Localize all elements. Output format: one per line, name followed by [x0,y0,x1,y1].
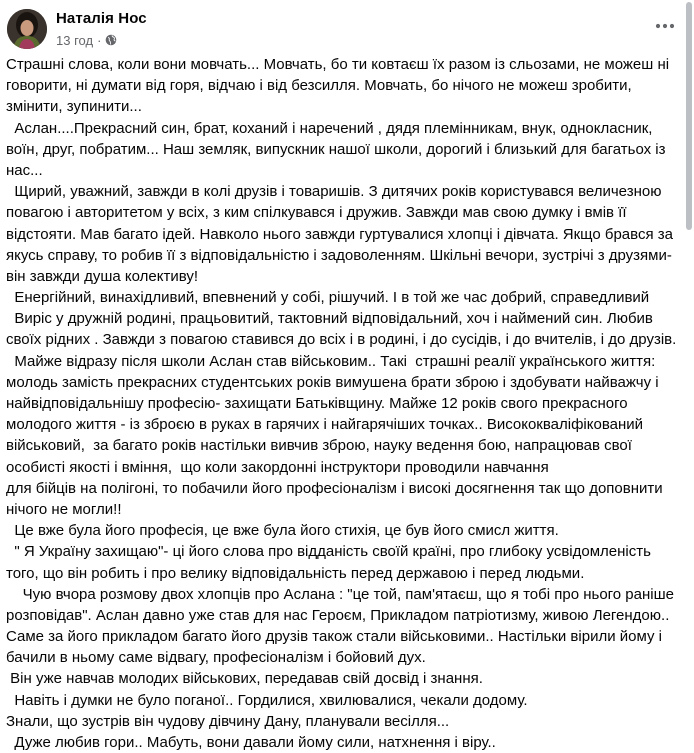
post-text-line: розповідав". Аслан давно уже став для нас Героєм, Прикладом патріотизму, живою Легендою.. [6,606,670,624]
post-text-line: найвідповідальнішу професію- захищати Батьківщину. Майже 12 років свого прекрасного [6,395,628,412]
post-text-line: Майже відразу після школи Аслан став військовим.. Такі страшні реалії українського життя: [6,352,656,370]
post-text-line: для бійців на полігоні, то побачили його професіоналізм і високі досягнення так що доповнити [6,479,663,497]
post-text-line: бачили в ньому саме відвагу, професіоналізм і бойовий дух. [6,649,426,667]
post-text-line: Виріс у дружній родині, працьовитий, тактовний відповідальний, хоч і наймений син. Любив [6,310,653,328]
author-name[interactable]: Наталія Нос [56,10,147,27]
post-text-line: молодь замість прекрасних студентських років вимушена брати зброю і здобувати найважчу і [6,373,659,391]
scrollbar-thumb[interactable] [686,2,692,230]
post-text-line: повагою і авторитетом у всіх, з ким спілкувався і дружив. Завжди мав свою думку і вмів її [6,204,627,222]
more-horizontal-icon [655,23,675,29]
post-text-line: особисті якості і вміння, що коли закордонні інструктори проводили навчання [6,458,549,476]
post-text-line: відстояти. Мав багато ідей. Навколо нього завжди гуртувалися хлопці і дівчата. Якщо брався за [6,225,673,243]
post-body-text [6,54,678,753]
post-text-line: якусь справу, то робив її з відповідальністю і задоволенням. Шкільні вечори, зустрічі з друзями- [6,246,672,264]
post-text-line: військовий, за багато років настільки вивчив зброю, науку ведення бою, напрацював свої [6,437,632,455]
avatar-photo [7,9,47,49]
post-text-line: Аслан....Прекрасний син, брат, коханий і наречений , дядя племінникам, внук, однокласник, [6,119,653,137]
globe-icon [105,34,117,46]
post-text-line: Навіть і думки не було поганої.. Гордилися, хвилювалися, чекали додому. [6,691,528,709]
post-text-line: Дуже любив гори.. Мабуть, вони давали йому сили, натхнення і віру.. [6,734,496,751]
scrollbar[interactable] [684,0,694,722]
meta-separator: · [97,32,102,48]
post-text-line: воїн, друг, побратим... Наш земляк, випускник нашої школи, дорогий і близький для багатьох із [6,140,666,158]
post-text-line: " Я Україну захищаю"- ці його слова про відданість своїй країні, про глибоку усвідомленість [6,543,651,561]
avatar[interactable] [7,9,47,49]
post-text-line: Енергійний, винахідливий, впевнений у собі, рішучий. І в той же час добрий, справедливий [6,289,650,307]
post-text-line: Страшні слова, коли вони мовчать... Мовчать, бо ти ковтаєш їх разом із сльозами, не можеш ні [6,56,670,73]
post-text-line: Він уже навчав молодих військових, передавав свій досвід і знання. [6,670,483,688]
post-text-line: Щирий, уважний, завжди в колі друзів і товаришів. З дитячих років користувався величезною [6,183,662,201]
post-text-line: Це вже була його професія, це вже була його стихія, це був його смисл життя. [6,522,559,540]
post-text-line: змінити, зупинити... [6,98,142,116]
post-text-line: Саме за його прикладом багато його друзів також стали військовими.. Настільки вірили йому і [6,628,662,646]
post-text-line: він завжди душа колективу! [6,267,199,285]
post-text-line: Чую вчора розмову двох хлопців про Аслана : "це той, пам'ятаєш, що я тобі про нього раніше [6,585,674,603]
post-text-line: нічого не могли!! [6,500,122,518]
post-text-line: молодого життя - із зброєю в руках в гарячих і найгарячіших точках.. Висококваліфікований [6,416,644,434]
post-timestamp[interactable]: 13 год [56,32,94,48]
post-header [0,0,680,56]
post-meta [56,32,117,48]
post-text-line: нас... [6,161,43,179]
post-text-line: того, що він робить і про велику відповідальність перед державою і перед людьми. [6,564,585,582]
post-text-line: своїх рідних . Завжди з повагою ставився до всіх і в родині, і до сусідів, і до вчителів, і до друзів. [6,331,677,349]
post-text-line: говорити, ні думати від горя, відчаю і від безсилля. Мовчать, бо нічого не можеш зробити, [6,77,632,95]
post-text-line: Знали, що зустрів він чудову дівчину Дану, планували весілля... [6,712,450,730]
more-options-button[interactable] [651,12,679,40]
